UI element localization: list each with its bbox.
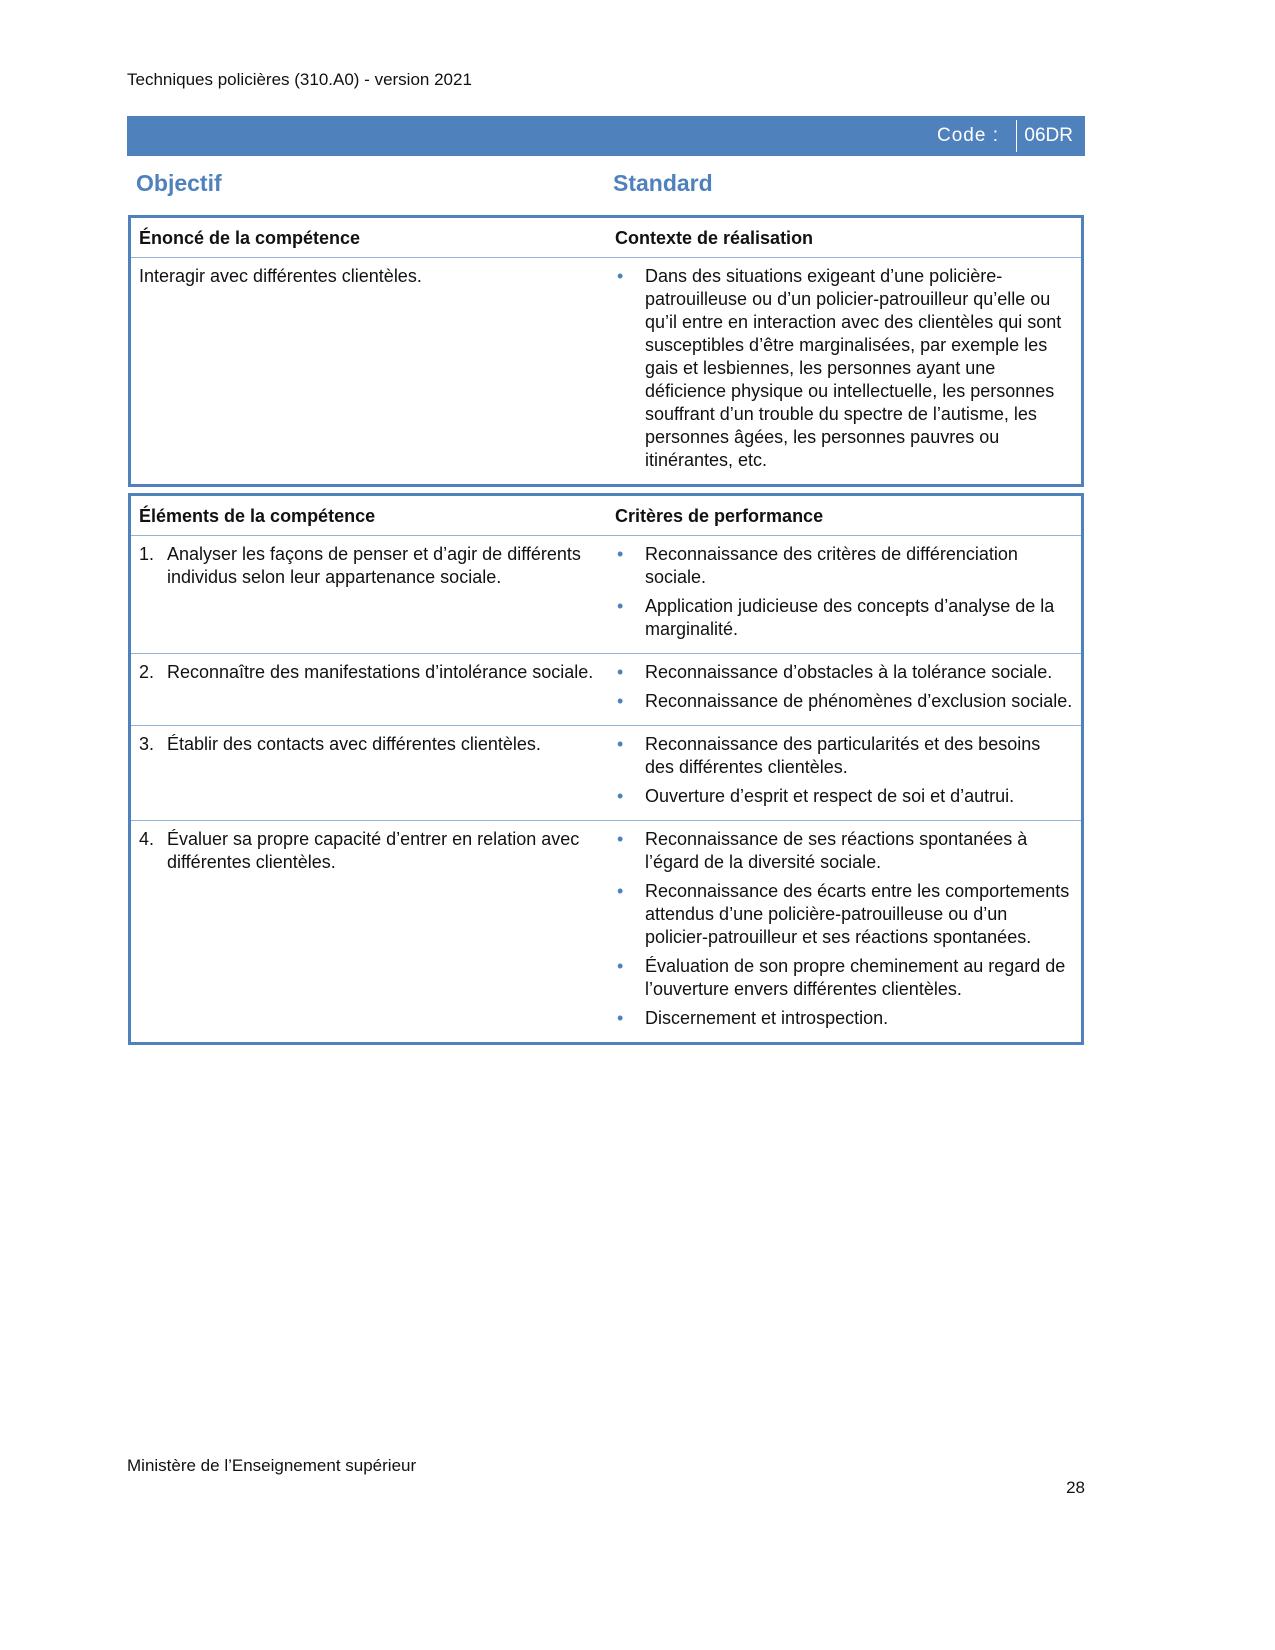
critere-item: • Ouverture d’esprit et respect de soi et d’autrui. bbox=[645, 785, 1073, 808]
element-number: 3. bbox=[139, 734, 155, 754]
element-number: 1. bbox=[139, 544, 155, 564]
elements-header: Éléments de la compétence bbox=[139, 506, 376, 526]
element-text: Analyser les façons de penser et d’agir de différents individus selon leur appartenance sociale. bbox=[167, 544, 581, 587]
code-divider bbox=[1016, 120, 1017, 152]
contexte-header: Contexte de réalisation bbox=[615, 228, 814, 248]
element-text: Établir des contacts avec différentes clientèles. bbox=[167, 734, 541, 754]
critere-item: • Application judicieuse des concepts d’analyse de la marginalité. bbox=[645, 595, 1073, 641]
table-row bbox=[130, 726, 1083, 821]
critere-item: • Reconnaissance des particularités et des besoins des différentes clientèles. bbox=[645, 733, 1073, 779]
element-number: 2. bbox=[139, 662, 155, 682]
standard-heading: Standard bbox=[613, 170, 713, 196]
enonce-table bbox=[128, 215, 1084, 487]
table-row bbox=[130, 821, 1083, 1044]
table-row bbox=[130, 654, 1083, 726]
page-number: 28 bbox=[1066, 1478, 1085, 1497]
enonce-text: Interagir avec différentes clientèles. bbox=[130, 258, 608, 486]
elements-table bbox=[128, 493, 1084, 1045]
critere-item: • Discernement et introspection. bbox=[645, 1007, 1073, 1030]
table-row bbox=[130, 536, 1083, 654]
critere-item: • Reconnaissance des critères de différenciation sociale. bbox=[645, 543, 1073, 589]
footer-text: Ministère de l’Enseignement supérieur bbox=[127, 1456, 417, 1475]
code-label: Code : bbox=[937, 125, 999, 146]
code-value: 06DR bbox=[1024, 125, 1073, 146]
objectif-heading: Objectif bbox=[136, 170, 222, 196]
critere-item: • Reconnaissance de ses réactions spontanées à l’égard de la diversité sociale. bbox=[645, 828, 1073, 874]
critere-item: • Reconnaissance de phénomènes d’exclusion sociale. bbox=[645, 690, 1073, 713]
code-bar bbox=[127, 116, 1085, 156]
enonce-header: Énoncé de la compétence bbox=[139, 228, 361, 248]
running-header: Techniques policières (310.A0) - version 2021 bbox=[127, 70, 472, 89]
critere-item: • Reconnaissance des écarts entre les comportements attendus d’une policière-patrouilleuse ou d’un policier-patrouilleur et ses réactions spontanées. bbox=[645, 880, 1073, 949]
critere-item: • Reconnaissance d’obstacles à la tolérance sociale. bbox=[645, 661, 1073, 684]
critere-item: • Évaluation de son propre cheminement au regard de l’ouverture envers différentes clientèles. bbox=[645, 955, 1073, 1001]
element-number: 4. bbox=[139, 829, 155, 849]
element-text: Reconnaître des manifestations d’intolérance sociale. bbox=[167, 662, 594, 682]
contexte-item: • Dans des situations exigeant d’une policière-patrouilleuse ou d’un policier-patrouilleur qu’elle ou qu’il entre en interaction avec des clientèles qui sont susceptibles d’être marginalisées, par exemple les gais et lesbiennes, les personnes ayant une déficience physique ou intellectuelle, les personnes souffrant d’un trouble du spectre de l’autisme, les personnes âgées, les personnes pauvres ou itinérantes, etc. bbox=[645, 265, 1073, 472]
criteres-header: Critères de performance bbox=[615, 506, 824, 526]
element-text: Évaluer sa propre capacité d’entrer en relation avec différentes clientèles. bbox=[167, 829, 580, 872]
